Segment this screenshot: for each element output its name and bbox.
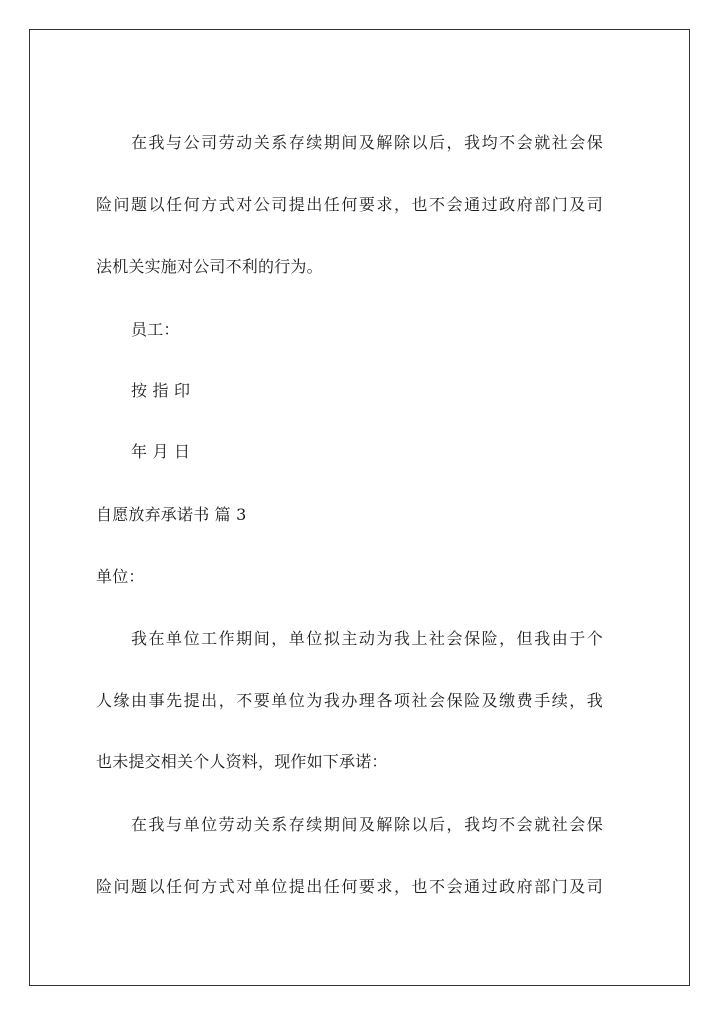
paragraph3-line1: 在我与单位劳动关系存续期间及解除以后，我均不会就社会保 xyxy=(131,815,603,834)
paragraph1-line3: 法机关实施对公司不利的行为。 xyxy=(96,257,323,276)
addressee: 单位： xyxy=(96,567,145,586)
section-title: 自愿放弃承诺书 篇 3 xyxy=(96,505,247,524)
paragraph1-line2: 险问题以任何方式对公司提出任何要求，也不会通过政府部门及司 xyxy=(96,195,603,214)
paragraph2-line2: 人缘由事先提出，不要单位为我办理各项社会保险及缴费手续，我 xyxy=(96,691,603,710)
date-label: 年 月 日 xyxy=(131,442,191,461)
employee-label: 员工： xyxy=(131,320,180,339)
fingerprint-label: 按 指 印 xyxy=(131,381,191,400)
paragraph1-line1: 在我与公司劳动关系存续期间及解除以后，我均不会就社会保 xyxy=(131,133,603,152)
paragraph2-line1: 我在单位工作期间，单位拟主动为我上社会保险，但我由于个 xyxy=(131,629,603,648)
paragraph2-line3: 也未提交相关个人资料，现作如下承诺： xyxy=(96,752,388,771)
paragraph3-line2: 险问题以任何方式对单位提出任何要求，也不会通过政府部门及司 xyxy=(96,877,603,896)
